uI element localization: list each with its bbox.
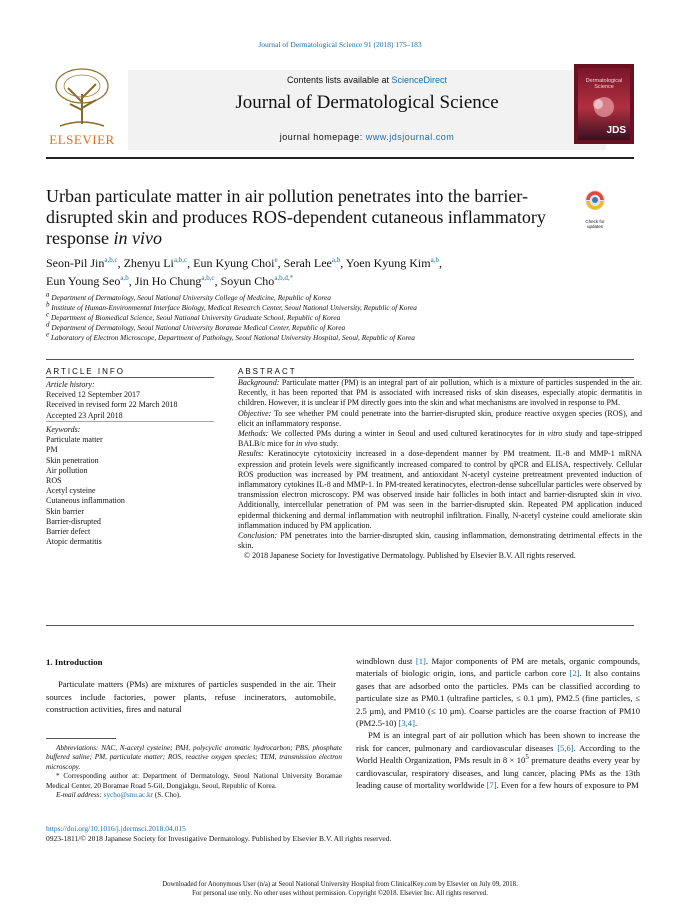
check-updates-label: Check for updates: [585, 219, 605, 229]
email-link[interactable]: sycho@snu.ac.kr: [103, 791, 153, 800]
cover-abbr: JDS: [606, 125, 626, 136]
citation-link[interactable]: [5,6]: [557, 742, 574, 753]
download-notice: [0, 880, 680, 898]
keyword: ROS: [46, 476, 62, 486]
header-rule: [46, 157, 634, 159]
contents-line: [128, 75, 606, 85]
affiliation: $^c$ Department of Biomedical Science, Seoul National University Graduate School, Republic of Korea: [46, 310, 341, 322]
article-history: [46, 380, 214, 421]
abstract-heading: ABSTRACT: [238, 367, 297, 376]
doi-link[interactable]: https://doi.org/10.1016/j.jdermsci.2018.04.015: [46, 824, 186, 833]
footnotes: [46, 744, 342, 800]
keywords-label: Keywords:: [46, 425, 81, 434]
author[interactable]: Soyun Cho$^{a,b,d,*}$: [220, 274, 294, 288]
author[interactable]: Eun Kyung Choi$^e$: [193, 256, 278, 270]
contents-prefix: Contents lists available at: [286, 75, 392, 85]
abstract-copyright: © 2018 Japanese Society for Investigative Dermatology. Published by Elsevier B.V. All rights reserved.: [244, 551, 576, 561]
article-title: [46, 186, 566, 249]
citation-link[interactable]: [2]: [569, 668, 580, 679]
keyword: PM: [46, 445, 58, 455]
cover-title: Dermatological Science: [585, 78, 623, 90]
check-updates-icon: [578, 188, 612, 214]
keywords-list: [46, 425, 214, 547]
publisher-name: ELSEVIER: [49, 132, 115, 147]
abstract-objective: Objective: To see whether PM could penetrate into the barrier-disrupted skin, produce reactive oxygen species (ROS), and elicit an inflammatory response.: [238, 408, 642, 428]
email-footnote: E-mail address: sycho@snu.ac.kr (S. Cho).: [56, 791, 181, 800]
author[interactable]: Serah Lee$^{a,b}$: [283, 256, 341, 270]
history-item: Received 12 September 2017: [46, 390, 140, 400]
author[interactable]: Eun Young Seo$^{a,b}$: [46, 274, 129, 288]
article-info-rule: [46, 377, 214, 378]
article-title-italic: in vivo: [113, 228, 162, 248]
article-info-heading: ARTICLE INFO: [46, 367, 125, 376]
author[interactable]: Jin Ho Chung$^{a,b,c}$: [134, 274, 215, 288]
affiliation: $^b$ Institute of Human-Environmental Interface Biology, Medical Research Center, Seoul National University, Republic of Korea: [46, 300, 417, 312]
affiliation: $^e$ Laboratory of Electron Microscope, Department of Pathology, Seoul National University Hospital, Seoul, Republic of Korea: [46, 330, 415, 342]
article-title-text: Urban particulate matter in air pollution penetrates into the barrier-disrupted skin and produces ROS-dependent cutaneous inflammatory response: [46, 186, 546, 248]
body-paragraph: Particulate matters (PMs) are mixtures of particles suspended in the air. Their sources include factories, power plants, refuse incinerators, automobile, construction activities, fires and natural: [46, 679, 336, 715]
publisher-logo: [46, 64, 118, 152]
cover-artwork: [578, 68, 630, 140]
keyword: Air pollution: [46, 465, 88, 475]
abstract-conclusion: Conclusion: PM penetrates into the barrier-disrupted skin, causing inflammation, demonstrating detrimental effects in the skin.: [238, 531, 642, 551]
section-heading: 1. Introduction: [46, 657, 103, 667]
keyword: Barrier-disrupted: [46, 516, 101, 526]
author[interactable]: Yoen Kyung Kim$^{a,b}$: [345, 256, 439, 270]
intro-right-column: [356, 655, 640, 791]
keyword: Barrier defect: [46, 527, 91, 537]
history-label: Article history:: [46, 380, 95, 389]
abstract-methods: Methods: We collected PMs during a winter in Seoul and used cultured keratinocytes for in vitro study and tape-stripped BALB/c mice for in vivo study.: [238, 429, 642, 449]
author[interactable]: Seon-Pil Jin$^{a,b,c}$: [46, 256, 118, 270]
journal-header: [46, 64, 634, 152]
keyword: Skin barrier: [46, 506, 84, 516]
body-paragraph: windblown dust [1]. Major components of PM are metals, organic compounds, materials of biologic origin, ions, and particle carbon core [2]. It also contains gases that are adsorbed onto the particles. PMs can be classified according to particulate size as PM0.1 (ultrafine particles, ≤ 0.1 μm), PM2.5 (fine particles, ≤ 2.5 μm), and PM10 (≤ 10 μm). Coarse particles are the coarse fraction of PM10 (PM2.5-10) [3,4].: [356, 656, 641, 729]
homepage-line: [128, 132, 606, 142]
download-line: For personal use only. No other uses without permission. Copyright ©2018. Elsevier Inc. All rights reserved.: [192, 890, 488, 897]
abstract-results: Results: Keratinocyte cytotoxicity increased in a dose-dependent manner by PM treatment. IL-8 and MMP-1 mRNA expression and protein levels were significantly increased compared to control by qPCR and ELISA, respectively. Cellular ROS production was increased by PM treatment, and antioxidant N-acetyl cysteine pretreatment prevented induction of inflammatory cytokines IL-8 and MMP-1. In PM-treated keratinocytes, electron-dense subcellular particles were observed by transmission electron microscopy. PM was observed inside hair follicles in both intact and barrier-disrupted skin in vivo. Additionally, intercellular penetration of PM was seen in the barrier-disrupted skin. Repeated PM application induced epidermal thickening and dermal inflammation with neutrophil infiltration. Finally, N-acetyl cysteine could ameliorate skin inflammation induced by PM application.: [238, 449, 643, 530]
citation-link[interactable]: [1]: [415, 656, 426, 666]
footnote-rule: [46, 738, 116, 739]
homepage-prefix: journal homepage:: [279, 132, 366, 142]
homepage-link[interactable]: www.jdsjournal.com: [365, 132, 455, 142]
corresponding-footnote: * Corresponding author at: Department of Dermatology, Seoul National University Boramae Medical Center, 20 Boramae Road 5-Gil, Dongjakgu, Seoul, Republic of Korea.: [46, 772, 342, 790]
keyword: Atopic dermatitis: [46, 537, 102, 547]
journal-title: Journal of Dermatological Science: [235, 92, 499, 113]
history-rule: [46, 421, 214, 422]
citation-link[interactable]: [3,4]: [398, 718, 415, 729]
keyword: Skin penetration: [46, 455, 99, 465]
issn-line: 0923-1811/© 2018 Japanese Society for Investigative Dermatology. Published by Elsevier B.V. All rights reserved.: [46, 834, 392, 843]
journal-banner: [128, 70, 606, 150]
keyword: Particulate matter: [46, 435, 103, 445]
author[interactable]: Zhenyu Li$^{a,b,c}$: [123, 256, 188, 270]
affiliation: $^a$ Department of Dermatology, Seoul National University College of Medicine, Republic of Korea: [46, 290, 331, 302]
history-item: Received in revised form 22 March 2018: [46, 400, 178, 410]
journal-reference[interactable]: Journal of Dermatological Science 91 (2018) 175–183: [258, 40, 422, 49]
keyword: Acetyl cysteine: [46, 486, 96, 496]
abstract-body: [238, 378, 642, 562]
abbreviations-footnote: Abbreviations: NAC, N-acetyl cysteine; PAH, polycyclic aromatic hydrocarbon; PBS, phosphate buffered saline; PM, particulate matter; ROS, reactive oxygen species; TEM, transmission electron microscopy.: [46, 744, 342, 771]
abstract-background: Background: Particulate matter (PM) is an integral part of air pollution, which is a mixture of particles suspended in the air. Recently, it has been reported that PM is associated with increased risks of skin diseases, especially atopic dermatitis in children. However, it is unclear if PM directly goes into the skin and what mechanisms are involved in response to PM.: [238, 378, 642, 408]
cover-graphic-icon: [586, 94, 622, 120]
author-list: Seon-Pil Jin$^{a,b,c}$, Zhenyu Li$^{a,b,c}$, Eun Kyung Choi$^e$, Serah Lee$^{a,b}$, Yoen Kyung Kim$^{a,b}$, Eun Young Seo$^{a,b}$, Jin Ho Chung$^{a,b,c}$, Soyun Cho$^{a,b,d,*}$: [46, 256, 442, 288]
body-paragraph: PM is an integral part of air pollution which has been shown to increase the risk for cancer, pulmonary and cardiovascular diseases [5,6]. According to the World Health Organization, PMs result in $8 \times 10^5$ premature deaths every year by cardiovascular, respiratory diseases, and lung cancer, placing PMs as the 13th leading cause of mortality worldwide [7]. Even for a few hours of exposure to PM: [356, 730, 640, 791]
intro-left-column: [46, 656, 336, 716]
sciencedirect-link[interactable]: ScienceDirect: [391, 75, 448, 85]
doi-block: [46, 824, 391, 844]
keyword: Cutaneous inflammation: [46, 496, 125, 506]
affiliation: $^d$ Department of Dermatology, Seoul National University Boramae Medical Center, Republic of Korea: [46, 320, 346, 332]
journal-cover[interactable]: [574, 64, 634, 144]
citation-link[interactable]: [7]: [486, 780, 497, 791]
check-for-updates-badge[interactable]: [578, 188, 612, 229]
abstract-end-rule: [46, 625, 634, 626]
history-item: Accepted 23 April 2018: [46, 410, 123, 420]
download-line: Downloaded for Anonymous User (n/a) at Seoul National University Hospital from ClinicalKey.com by Elsevier on July 09, 2018.: [162, 881, 518, 888]
affiliation-rule: [46, 359, 634, 360]
